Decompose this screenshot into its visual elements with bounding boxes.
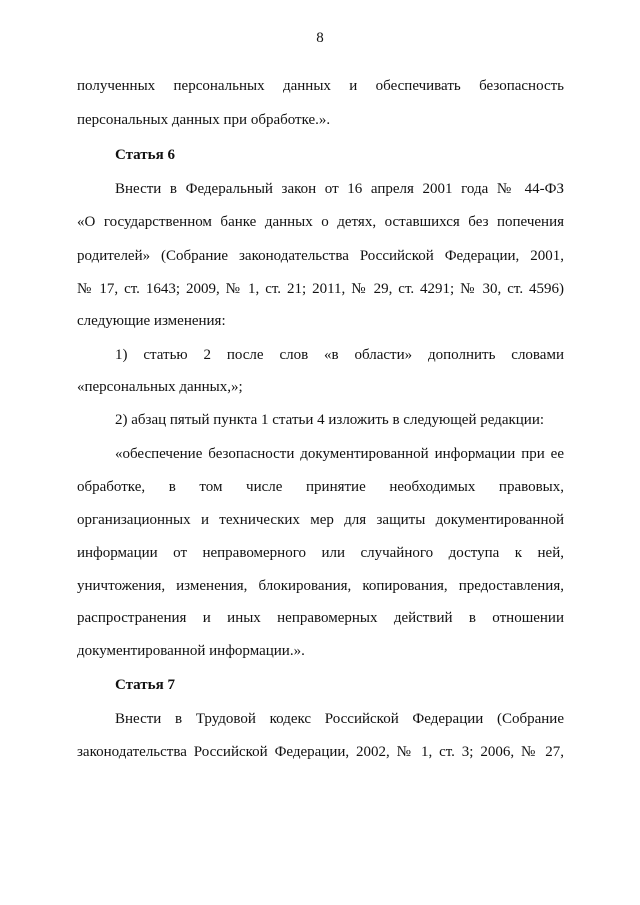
text-line: законодательства Российской Федерации, 2002, № 1, ст. 3; 2006, № 27, — [77, 744, 564, 760]
text-line: информации от неправомерного или случайного доступа к ней, — [77, 545, 564, 561]
text-line: родителей» (Собрание законодательства Российской Федерации, 2001, — [77, 248, 564, 264]
text-line: Внести в Трудовой кодекс Российской Федерации (Собрание — [115, 711, 564, 727]
text-line: обработке, в том числе принятие необходимых правовых, — [77, 479, 564, 495]
text-line: организационных и технических мер для защиты документированной — [77, 512, 564, 528]
text-line: 1) статью 2 после слов «в области» дополнить словами — [115, 347, 564, 363]
text-line: «персональных данных,»; — [77, 379, 243, 395]
article-heading: Статья 7 — [115, 677, 175, 693]
text-line: распространения и иных неправомерных действий в отношении — [77, 610, 564, 626]
text-line: 2) абзац пятый пункта 1 статьи 4 изложить в следующей редакции: — [115, 412, 545, 428]
text-line: документированной информации.». — [77, 643, 305, 659]
text-line: персональных данных при обработке.». — [77, 112, 331, 128]
text-line: «О государственном банке данных о детях, оставшихся без попечения — [77, 214, 564, 230]
text-line: № 17, ст. 1643; 2009, № 1, ст. 21; 2011, № 29, ст. 4291; № 30, ст. 4596) — [77, 281, 564, 297]
text-line: Внести в Федеральный закон от 16 апреля 2001 года № 44-ФЗ — [115, 181, 564, 197]
text-line: следующие изменения: — [77, 313, 226, 329]
text-line: «обеспечение безопасности документированной информации при ее — [115, 446, 564, 462]
text-line: уничтожения, изменения, блокирования, копирования, предоставления, — [77, 578, 564, 594]
page-number: 8 — [316, 30, 324, 46]
article-heading: Статья 6 — [115, 147, 175, 163]
text-line: полученных персональных данных и обеспечивать безопасность — [77, 78, 564, 94]
